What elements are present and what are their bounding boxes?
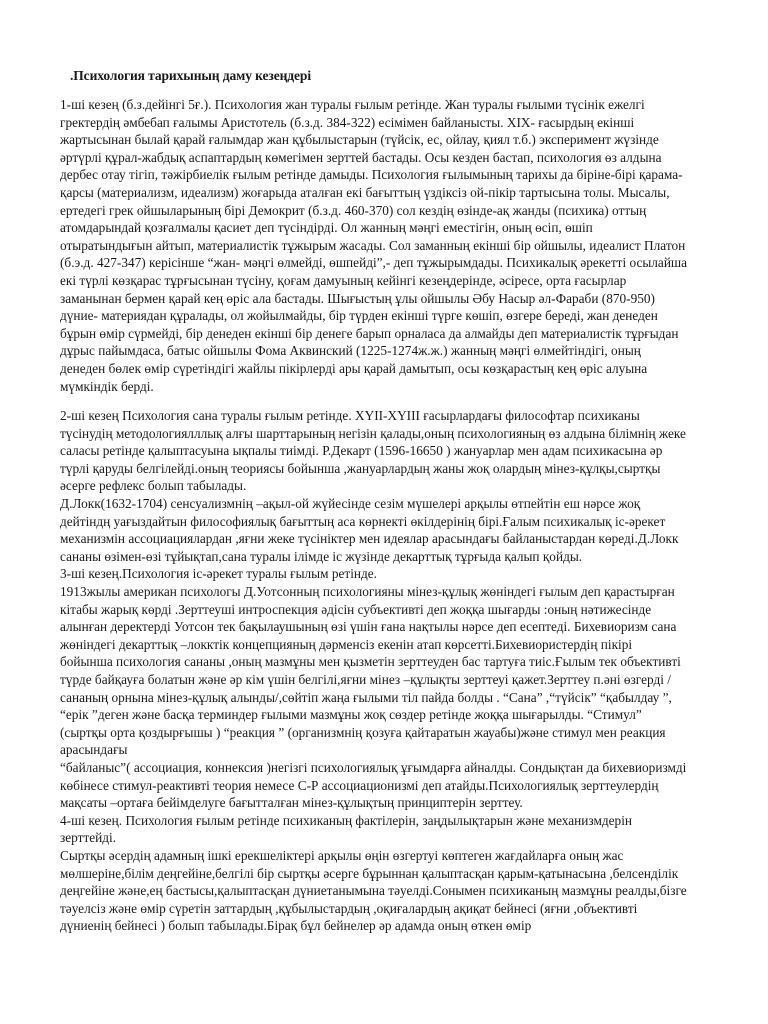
paragraph-stage-3-heading: 3-ші кезең.Психология іс-әрекет туралы ғылым ретінде.	[60, 566, 377, 582]
paragraph-locke: Д.Локк(1632-1704) сенсуализмнің –ақыл-ой жүйесінде сезім мүшелері арқылы өтпейтін еш нәрсе жоқ дейтіндң уағыздайтын философиялық бағыттың аса көрнекті өкілдерінің бірі.Ғалым психикалық іс-әрекет механизмін ассоциациялардан ,яғни жеке түсініктер мен идеялар арасындағы байланыстардан көреді.Д.Локк сананы өзімен-өзі тұйықтап,сана туралы ілімде іс жүзінде декарттық тұрғыда қалып қойды.	[60, 496, 679, 564]
paragraph-stage-4-heading: 4-ші кезең. Психология ғылым ретінде психиканың фактілерін, заңдылықтарын және механизмдерін зерттейді.	[60, 812, 633, 846]
paragraph-external-influence: Сыртқы әсердің адамның ішкі ерекшеліктері арқылы өңін өзгертуі көптеген жағдайларға оның жас мөлшеріне,білім деңгейіне,белгілі бір сыртқы әсерге бұрыннан қалыптасқан қарым-қатынасына ,белсенділік деңгейіне және,ең бастысы,қалыптасқан дүниетанымына тәуелді.Сонымен психиканың мазмұны реалды,бізге тәуелсіз және өмір сүретін заттардың ,құбылыстардың ,оқиғалардың ақиқат бейнесі (яғни ,объективті дүниенің бейнесі ) болып табылады.Бірақ бұл бейнелер әр адамда оның өткен өмір	[60, 847, 687, 934]
document-title: .Психология тарихының даму кезеңдері	[70, 68, 311, 83]
paragraph-behaviorism-connection: “байланыс”( ассоциация, коннексия )негізгі психологиялық ұғымдарға айналды. Сондықтан да бихевиоризмді көбінесе стимул-реактивті теория немесе С-Р ассоциационизмі деп атайды.Психологиялық зерттеулердің мақсаты –ортаға бейімделуге бағытталған мінез-құлықтың принциптерін зерттеу.	[60, 759, 687, 811]
paragraph-watson: 1913жылы американ психологы Д.Уотсонның психологияны мінез-құлық жөніндегі ғылым деп қарастырған кітабы жарық көрді .Зерттеуші интроспекция әдісін субъективті деп жоққа шығарды :оның нәтижесінде алынған деректерді Уотсон тек бақылаушының өзі үшін ғана нақтылы нәрсе деп есептеді. Бихевиоризм сана жөніндегі декарттық –локктік концепцияның дәрменсіз екенін атап көрсетті.Бихевиористердің пікірі бойынша психология сананы ,оның мазмұны мен қызметін зерттеуден бас тартуға тиіс.Ғылым тек объективті түрде байқауға болатын және әр кім үшін белгілі,яғни мінез –құлықты зерттеуі қажет.Зерттеу п.әні өзгерді /сананың орнына мінез-құлық алынды/,сөйтіп жаңа ғылыми тіл пайда болды . “Сана” ,“түйсік” “қабылдау ”, “ерік ”деген және басқа терминдер ғылыми мазмұны жоқ сөздер ретінде жоққа шығарылды. “Стимул” (сыртқы орта қоздырғышы ) “реакция ” (организмнің қозуға қайтаратын жауабы)және стимул мен реакция арасындағы	[60, 584, 681, 758]
paragraph-stage-1: 1-ші кезең (б.з.дейінгі 5ғ.). Психология жан туралы ғылым ретінде. Жан туралы ғылыми түсінік ежелгі гректердің әмбебап ғалымы Аристотель (б.з.д. 384-322) есімімен байланысты. XIX- ғасырдың екінші жартысынан былай қарай ғалымдар жан құбылыстарын (түйсік, ес, ойлау, қиял т.б.) эксперимент жүзінде әртүрлі құрал-жабдық аспаптардың көмегімен зерттей бастады. Осы кезден бастап, психология өз алдына дербес отау тігіп, тәжірбиелік ғылым ретінде дамыды. Психология ғылымының тарихы да біріне-бірі қарама-қарсы (материализм, идеализм) жоғарыда аталған екі бағыттың үздіксіз ой-пікір тартысына толы. Мысалы, ертедегі грек ойшыларының бірі Демокрит (б.з.д. 460-370) сол кездің өзінде-ақ жанды (психика) оттың атомдарындай қозғалмалы қасиет деп түсіндірді. Ол жанның мәңгі еместігін, оның өсіп, өшіп отыратындығын айтып, материалистік тұжырым жасады. Сол заманның екінші бір ойшылы, идеалист Платон (б.э.д. 427-347) керісінше “жан- мәңгі өлмейді, өшпейді”,- деп тұжырымдады. Психикалық әрекетті осылайша екі түрлі көзқарас тұрғысынан түсіну, қоғам дамуының кейінгі кезеңдерінде, әсіресе, орта ғасырлар заманынан бермен қарай кең өріс ала бастады. Шығыстың ұлы ойшылы Әбу Насыр әл-Фараби (870-950) дүние- материядан құралады, ол жойылмайды, бір түрден екінші түрге көшіп, өзгере береді, жан денеден бұрын өмір сүрмейді, бір денеден екінші бір денеге барып орналаса да алмайды деп материалистік тұрғыдан дұрыс пайымдаса, батыс ойшылы Фома Аквинский (1225-1274ж.ж.) жанның мәңгі өлмейтіндігі, оның денеден бөлек өмір сүретіндігі жайлы пікірлерді ары қарай дамытып, осы көзқарастың кең өріс алуына мүмкіндік берді.	[60, 97, 688, 394]
paragraph-stage-2: 2-ші кезең Психология сана туралы ғылым ретінде. XYII-XYIII ғасырлардағы философтар психиканы түсінудің методологиялллық алғы шарттарының негізін қалады,оның психологияның өз алдына білімнің жеке саласы ретінде қалыптасуына ықпалы тиімді. Р.Декарт (1596-16650 ) жануарлар мен адам психикасына әр түрлі қаруды белгілейді.оның теориясы бойынша ,жануарлардың жаны жоқ олардың мінез-құлқы,сыртқы әсерге рефлекс болып табылады.	[60, 408, 686, 494]
document-body	[60, 96, 688, 935]
